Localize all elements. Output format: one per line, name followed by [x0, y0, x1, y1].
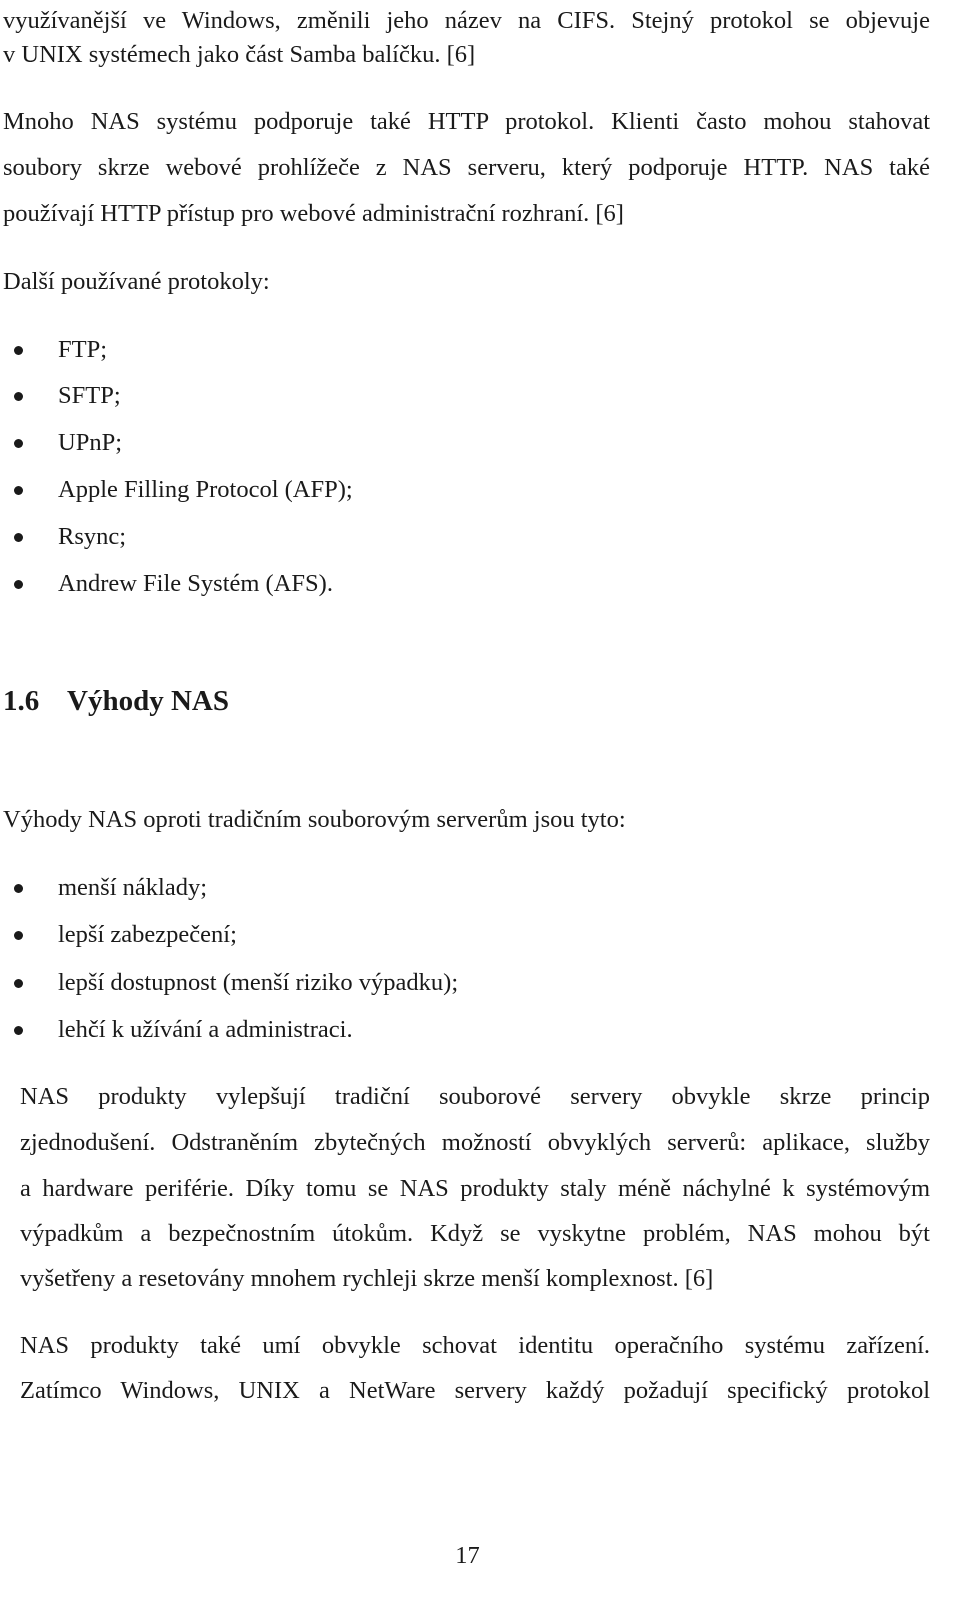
- os-line-2: Zatímco Windows, UNIX a NetWare servery každý požadují specifický protokol: [20, 1377, 930, 1404]
- bullet-icon: [14, 533, 23, 542]
- bullet-icon: [14, 580, 23, 589]
- page-number: 17: [455, 1542, 480, 1569]
- intro-line-1: využívanější ve Windows, změnili jeho název na CIFS. Stejný protokol se objevuje: [3, 7, 930, 34]
- section-heading: [3, 678, 229, 724]
- bullet-icon: [14, 1026, 23, 1035]
- list-item-text: UPnP;: [58, 429, 123, 456]
- http-line-2: soubory skrze webové prohlížeče z NAS serveru, který podporuje HTTP. NAS také: [3, 154, 930, 181]
- advantages-intro: Výhody NAS oproti tradičním souborovým serverům jsou tyto:: [3, 806, 626, 833]
- list-item-text: FTP;: [58, 336, 108, 363]
- simplification-line-1: NAS produkty vylepšují tradiční souborové servery obvykle skrze princip: [20, 1083, 930, 1110]
- simplification-line-3: a hardware periférie. Díky tomu se NAS produkty staly méně náchylné k systémovým: [20, 1175, 930, 1202]
- os-line-1: NAS produkty také umí obvykle schovat identitu operačního systému zařízení.: [20, 1332, 930, 1359]
- bullet-icon: [14, 439, 23, 448]
- bullet-icon: [14, 486, 23, 495]
- list-item-text: lepší dostupnost (menší riziko výpadku);: [58, 969, 459, 996]
- list-item-text: Apple Filling Protocol (AFP);: [58, 476, 353, 503]
- list-item-text: SFTP;: [58, 382, 121, 409]
- list-item-text: lepší zabezpečení;: [58, 921, 237, 948]
- http-line-1: Mnoho NAS systému podporuje také HTTP protokol. Klienti často mohou stahovat: [3, 108, 930, 135]
- intro-line-2: v UNIX systémech jako část Samba balíčku. [6]: [3, 41, 476, 68]
- list-item-text: Andrew File Systém (AFS).: [58, 570, 333, 597]
- bullet-icon: [14, 346, 23, 355]
- bullet-icon: [14, 392, 23, 401]
- http-line-3: používají HTTP přístup pro webové administrační rozhraní. [6]: [3, 200, 624, 227]
- list-item-text: Rsync;: [58, 523, 127, 550]
- protocols-intro: Další používané protokoly:: [3, 268, 270, 295]
- simplification-line-5: vyšetřeny a resetovány mnohem rychleji skrze menší komplexnost. [6]: [20, 1265, 714, 1292]
- section-title: Výhody NAS: [67, 685, 229, 717]
- list-item-text: lehčí k užívání a administraci.: [58, 1016, 353, 1043]
- simplification-line-2: zjednodušení. Odstraněním zbytečných možností obvyklých serverů: aplikace, služby: [20, 1129, 930, 1156]
- bullet-icon: [14, 884, 23, 893]
- simplification-line-4: výpadkům a bezpečnostním útokům. Když se vyskytne problém, NAS mohou být: [20, 1220, 930, 1247]
- list-item-text: menší náklady;: [58, 874, 208, 901]
- bullet-icon: [14, 931, 23, 940]
- bullet-icon: [14, 979, 23, 988]
- section-number: 1.6: [3, 685, 40, 717]
